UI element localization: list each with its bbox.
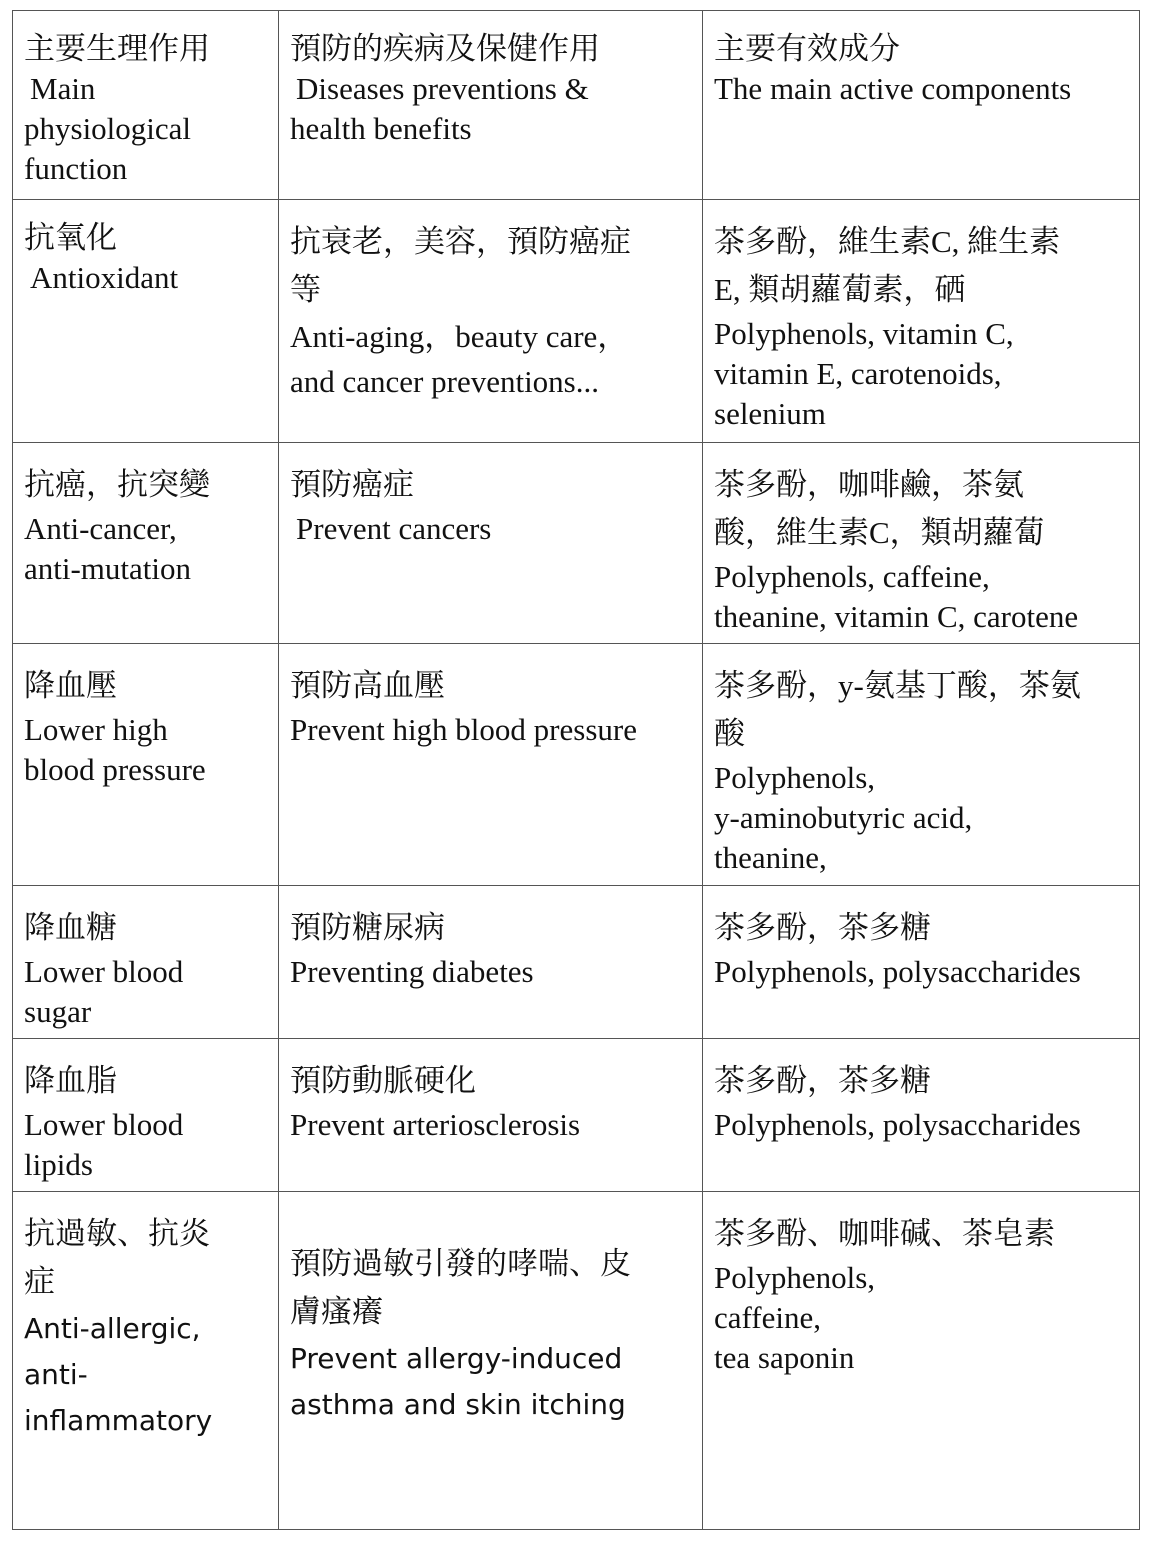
table-row: [13, 886, 1140, 1039]
components-zh-2: E, 類胡蘿蔔素，硒: [714, 272, 966, 307]
function-en-1: Anti-allergic,: [24, 1312, 201, 1345]
function-zh: 降血脂: [24, 1063, 117, 1098]
function-cell: [13, 644, 279, 886]
components-en-2: vitamin E, carotenoids,: [714, 356, 1002, 391]
table-row: [13, 1039, 1140, 1192]
prevention-zh: 預防癌症: [290, 467, 414, 502]
prevention-en: Preventing diabetes: [290, 954, 534, 989]
prevention-cell: [279, 644, 703, 886]
function-zh-2: 症: [24, 1264, 55, 1299]
function-cell: [13, 1039, 279, 1192]
header-function-en-2: physiological: [24, 111, 192, 146]
header-prevention-zh: 預防的疾病及保健作用: [290, 31, 600, 66]
prevention-cell: [279, 200, 703, 443]
components-en: Polyphenols, polysaccharides: [714, 1107, 1081, 1142]
function-en-2: sugar: [24, 994, 92, 1029]
function-zh: 降血糖: [24, 910, 117, 945]
components-cell: [703, 1192, 1140, 1530]
function-en-2: anti-: [24, 1358, 88, 1391]
prevention-zh-2: 等: [290, 272, 321, 307]
function-en-1: Lower high: [24, 712, 168, 747]
function-cell: [13, 886, 279, 1039]
function-cell: [13, 200, 279, 443]
components-zh: 茶多酚，茶多糖: [714, 910, 931, 945]
components-cell: [703, 443, 1140, 644]
components-en-2: y-aminobutyric acid,: [714, 800, 973, 835]
function-zh: 抗氧化: [24, 220, 117, 255]
header-components-zh: 主要有效成分: [714, 31, 900, 66]
header-function-en-3: function: [24, 151, 128, 186]
components-en-3: selenium: [714, 396, 826, 431]
prevention-zh-1: 預防過敏引發的哮喘、皮: [290, 1246, 631, 1281]
components-en-2: theanine, vitamin C, carotene: [714, 599, 1079, 634]
components-cell: [703, 644, 1140, 886]
function-en: Antioxidant: [30, 260, 179, 295]
table-row: [13, 644, 1140, 886]
function-zh: 降血壓: [24, 668, 117, 703]
prevention-cell: [279, 1192, 703, 1530]
components-en-1: Polyphenols,: [714, 760, 876, 795]
header-function-zh: 主要生理作用: [24, 31, 210, 66]
table-row: [13, 200, 1140, 443]
function-en-1: Lower blood: [24, 1107, 184, 1142]
prevention-en-2: asthma and skin itching: [290, 1388, 626, 1421]
function-cell: [13, 443, 279, 644]
header-prevention-en-1: Diseases preventions &: [296, 71, 589, 106]
prevention-zh: 預防糖尿病: [290, 910, 445, 945]
function-zh: 抗癌，抗突變: [24, 467, 210, 502]
prevention-en-1: Anti-aging，beauty care，: [290, 319, 629, 354]
prevention-top-spacer: [290, 1210, 692, 1240]
components-zh-2: 酸，維生素C，類胡蘿蔔: [714, 515, 1045, 550]
health-benefits-table: [12, 10, 1140, 1530]
components-en-1: Polyphenols,: [714, 1260, 876, 1295]
prevention-zh-2: 膚瘙癢: [290, 1294, 383, 1329]
components-en-3: tea saponin: [714, 1340, 855, 1375]
components-en-1: Polyphenols, vitamin C,: [714, 316, 1014, 351]
components-zh-1: 茶多酚，y-氨基丁酸，茶氨: [714, 668, 1081, 703]
prevention-zh: 預防動脈硬化: [290, 1063, 476, 1098]
function-en-1: Anti-cancer,: [24, 511, 177, 546]
components-cell: [703, 886, 1140, 1039]
header-function-en-1: Main: [30, 71, 96, 106]
header-cell-function: [13, 11, 279, 200]
prevention-zh-1: 抗衰老，美容，預防癌症: [290, 224, 631, 259]
components-en: Polyphenols, polysaccharides: [714, 954, 1081, 989]
prevention-zh: 預防高血壓: [290, 668, 445, 703]
function-cell: [13, 1192, 279, 1530]
header-cell-components: [703, 11, 1140, 200]
components-zh: 茶多酚，茶多糖: [714, 1063, 931, 1098]
table-row: [13, 1192, 1140, 1530]
header-cell-prevention: [279, 11, 703, 200]
table-row: [13, 443, 1140, 644]
components-zh-1: 茶多酚，咖啡鹼，茶氨: [714, 467, 1024, 502]
prevention-en-1: Prevent allergy-induced: [290, 1342, 623, 1375]
prevention-en: Prevent high blood pressure: [290, 712, 637, 747]
components-zh-1: 茶多酚，維生素C, 維生素: [714, 224, 1061, 259]
function-en-2: blood pressure: [24, 752, 206, 787]
function-en-3: inflammatory: [24, 1404, 213, 1437]
prevention-en-2: and cancer preventions...: [290, 364, 600, 399]
components-zh: 茶多酚、咖啡碱、茶皂素: [714, 1216, 1055, 1251]
table-header-row: [13, 11, 1140, 200]
components-en-1: Polyphenols, caffeine,: [714, 559, 990, 594]
components-en-2: caffeine,: [714, 1300, 821, 1335]
prevention-cell: [279, 1039, 703, 1192]
components-en-3: theanine,: [714, 840, 827, 875]
prevention-cell: [279, 886, 703, 1039]
function-en-2: lipids: [24, 1147, 93, 1182]
header-components-en: The main active components: [714, 71, 1072, 106]
function-zh-1: 抗過敏、抗炎: [24, 1216, 210, 1251]
function-en-1: Lower blood: [24, 954, 184, 989]
function-en-2: anti-mutation: [24, 551, 192, 586]
prevention-en: Prevent cancers: [296, 511, 492, 546]
prevention-cell: [279, 443, 703, 644]
header-prevention-en-2: health benefits: [290, 111, 472, 146]
prevention-en: Prevent arteriosclerosis: [290, 1107, 581, 1142]
components-zh-2: 酸: [714, 716, 745, 751]
components-cell: [703, 1039, 1140, 1192]
components-cell: [703, 200, 1140, 443]
